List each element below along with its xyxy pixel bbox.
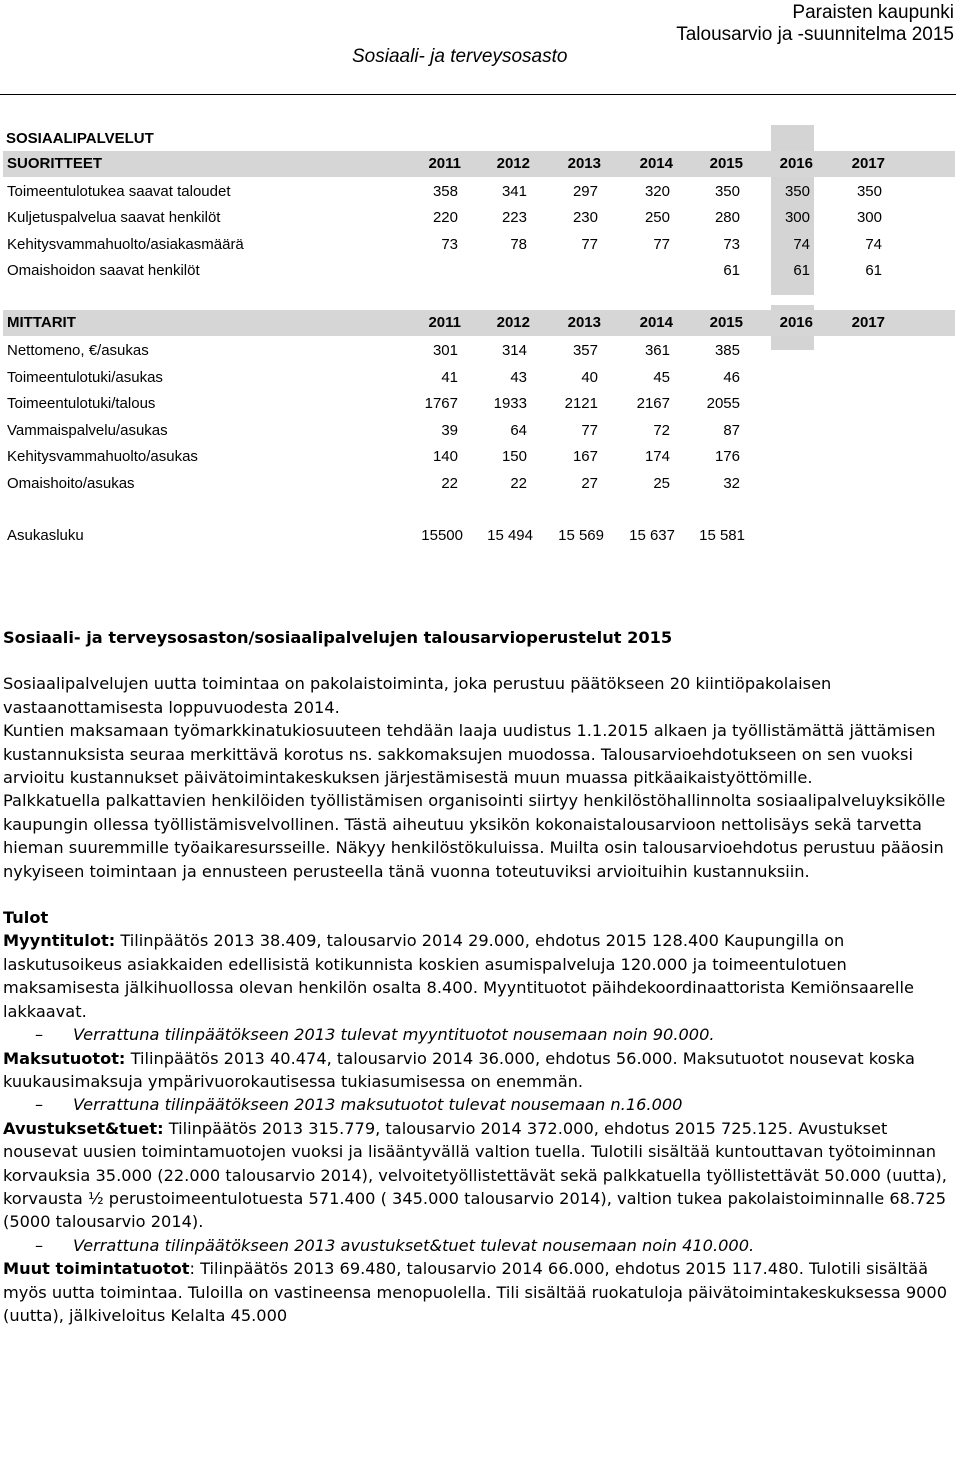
row-label: Toimeentulotuki/talous — [7, 395, 156, 412]
cell: 220 — [432, 209, 458, 226]
cell: 73 — [441, 236, 458, 253]
cell: 32 — [723, 475, 740, 492]
cell: 350 — [714, 183, 740, 200]
table-row — [7, 471, 952, 497]
paragraph-myyntitulot — [3, 929, 955, 1023]
cell: 27 — [581, 475, 598, 492]
table-row — [7, 205, 952, 231]
cell: 300 — [784, 209, 810, 226]
cell: 1767 — [424, 395, 458, 412]
cell: 361 — [644, 342, 670, 359]
row-label: Kehitysvammahuolto/asiakasmäärä — [7, 236, 244, 253]
text: Tilinpäätös 2013 38.409, talousarvio 2014 29.000, ehdotus 2015 128.400 Kaupungilla on laskutusoikeus asiakkaiden edellisistä kotikunnista koskien asumispalveluja 120.000 ja toimeentulotuen maksamisesta jälkihuollossa olevan henkilön osalta 8.400. Myyntituotot päihdekoordinaattorista Kemiönsaarelle lakkaavat. — [3, 931, 914, 1021]
text: Tilinpäätös 2013 40.474, talousarvio 2014 36.000, ehdotus 56.000. Maksutuotot nousevat koska kuukausimaksuja ympärivuorokautisessa tukiasumisessa on enemmän. — [3, 1048, 915, 1091]
cell: 74 — [865, 236, 882, 253]
cell: 77 — [581, 422, 598, 439]
cell: 61 — [793, 262, 810, 279]
label: Muut toimintatuotot — [3, 1259, 190, 1279]
cell: 40 — [581, 369, 598, 386]
doc-title: Talousarvio ja -suunnitelma 2015 — [676, 24, 954, 45]
row-label: Asukasluku — [7, 527, 84, 544]
row-label: Nettomeno, €/asukas — [7, 342, 149, 359]
year-header: 2016 — [779, 155, 813, 172]
row-label: Toimeentulotuki/asukas — [7, 369, 163, 386]
cell: 15 637 — [629, 527, 675, 544]
row-label: Toimeentulotukea saavat taloudet — [7, 183, 231, 200]
note — [3, 1234, 955, 1257]
cell: 314 — [501, 342, 527, 359]
cell: 2055 — [706, 395, 740, 412]
cell: 15 494 — [487, 527, 533, 544]
year-header: 2015 — [709, 314, 743, 331]
cell: 357 — [572, 342, 598, 359]
year-header: 2013 — [567, 155, 601, 172]
cell: 72 — [653, 422, 670, 439]
cell: 301 — [432, 342, 458, 359]
cell: 77 — [653, 236, 670, 253]
paragraph: Sosiaalipalvelujen uutta toimintaa on pakolaistoiminta, joka perustuu päätökseen 20 kiintiöpakolaisen vastaanottamisesta loppuvuodesta 2014. — [3, 674, 832, 717]
note — [3, 1093, 955, 1116]
header-divider — [0, 94, 956, 95]
cell: 230 — [572, 209, 598, 226]
cell: 358 — [432, 183, 458, 200]
text: : Tilinpäätös 2013 69.480, talousarvio 2014 66.000, ehdotus 2015 117.480. Tulotili sisältää myös uutta toimintaa. Tuloilla on vastineensa menopuolella. Tili sisältää ruokatuloja päivätoimintakeskuksessa 9000 (uutta), jälkiveloitus Kelalta 45.000 — [3, 1259, 948, 1325]
paragraph: Kuntien maksamaan työmarkkinatukiosuuteen tehdään laaja uudistus 1.1.2015 alkaen ja työllistämättä jättämisen kustannuksista seuraa merkittävä korotus ns. sakkomaksujen muodossa. Talousarvioehdotukseen on sen vuoksi arvioitu kustannukset päivätoimintakeskuksen järjestämisestä muun muassa pitkäaikaistyöttömille. — [3, 721, 936, 788]
cell: 341 — [501, 183, 527, 200]
year-header: 2011 — [428, 155, 461, 172]
population-row — [7, 527, 952, 551]
year-header: 2017 — [851, 314, 885, 331]
table-row — [7, 418, 952, 444]
cell: 15 569 — [558, 527, 604, 544]
row-label: Omaishoito/asukas — [7, 475, 135, 492]
paragraph-avustukset — [3, 1117, 955, 1234]
section-heading: Sosiaali- ja terveysosaston/sosiaalipalvelujen talousarvioperustelut 2015 — [3, 628, 673, 647]
year-header: 2012 — [496, 155, 530, 172]
cell: 74 — [793, 236, 810, 253]
paragraph-muut — [3, 1257, 955, 1327]
cell: 140 — [432, 448, 458, 465]
cell: 45 — [653, 369, 670, 386]
label: Myyntitulot: — [3, 931, 116, 951]
cell: 25 — [653, 475, 670, 492]
text: Tilinpäätös 2013 315.779, talousarvio 2014 372.000, ehdotus 2015 725.125. Avustukset nousevat uusien toimintamuotojen vuoksi ja lisääntyvällä valtion tuella. Tulotili sisältää kuntouttavan työtoiminnan korvauksia 35.000 (22.000 talousarvio 2014), velvoitetyöllistettävät sekä palkkatuella työllistettävät 50.000 (uutta), korvausta ½ perustoimeentulotuesta 571.400 ( 345.000 talousarvio 2014), valtion tukea pakolaistoiminnalle 68.725 (5000 talousarvio 2014). — [3, 1118, 947, 1232]
budget-text — [3, 626, 955, 1327]
cell: 87 — [723, 422, 740, 439]
cell: 77 — [581, 236, 598, 253]
note — [3, 1023, 955, 1046]
cell: 43 — [510, 369, 527, 386]
table-row — [7, 179, 952, 205]
cell: 300 — [856, 209, 882, 226]
row-label: Omaishoidon saavat henkilöt — [7, 262, 200, 279]
year-header: 2014 — [639, 155, 673, 172]
row-label: Kuljetuspalvelua saavat henkilöt — [7, 209, 221, 226]
cell: 280 — [714, 209, 740, 226]
paragraph-maksutuotot — [3, 1047, 955, 1094]
cell: 350 — [784, 183, 810, 200]
cell: 64 — [510, 422, 527, 439]
paragraph: Palkkatuella palkattavien henkilöiden työllistämisen organisointi siirtyy henkilöstöhallinnolta sosiaalipalveluyksikölle kaupungin ollessa työllistämisvelvollinen. Tästä aiheutuu yksikön kokonaistalousarvioon nettolisäys sekä tarvetta hieman suuremmille työaikaresursseille. Näkyy henkilöstökuluissa. Muilta osin talousarvioehdotus perustuu pääosin nykyiseen toimintaan ja ennusteen perusteella tänä vuonna toteutuviksi arvioituihin kustannuksiin. — [3, 791, 946, 881]
label: Avustukset&tuet: — [3, 1118, 164, 1138]
cell: 61 — [723, 262, 740, 279]
subheading-tulot: Tulot — [3, 908, 49, 928]
header-label: SUORITTEET — [7, 155, 103, 172]
cell: 61 — [865, 262, 882, 279]
cell: 350 — [856, 183, 882, 200]
table-row — [7, 365, 952, 391]
cell: 250 — [644, 209, 670, 226]
cell: 2121 — [564, 395, 598, 412]
year-header: 2012 — [496, 314, 530, 331]
cell: 2167 — [636, 395, 670, 412]
text: Verrattuna tilinpäätökseen 2013 maksutuotot tulevat nousemaan n.16.000 — [73, 1095, 683, 1115]
cell: 223 — [501, 209, 527, 226]
table-title: SOSIAALIPALVELUT — [6, 130, 154, 147]
cell: 150 — [501, 448, 527, 465]
cell: 167 — [572, 448, 598, 465]
cell: 320 — [644, 183, 670, 200]
dash-bullet: – — [35, 1095, 44, 1115]
cell: 41 — [441, 369, 458, 386]
cell: 73 — [723, 236, 740, 253]
table-row — [7, 338, 952, 364]
cell: 15 581 — [699, 527, 745, 544]
cell: 15500 — [421, 527, 463, 544]
text: Verrattuna tilinpäätökseen 2013 avustukset&tuet tulevat nousemaan noin 410.000. — [73, 1235, 755, 1255]
dash-bullet: – — [35, 1025, 44, 1045]
row-label: Kehitysvammahuolto/asukas — [7, 448, 198, 465]
cell: 174 — [644, 448, 670, 465]
cell: 385 — [714, 342, 740, 359]
year-header: 2017 — [851, 155, 885, 172]
cell: 1933 — [493, 395, 527, 412]
cell: 78 — [510, 236, 527, 253]
table-row — [7, 444, 952, 470]
dept-name: Sosiaali- ja terveysosasto — [352, 46, 568, 67]
cell: 22 — [441, 475, 458, 492]
document-header — [676, 2, 954, 46]
label: Maksutuotot: — [3, 1048, 126, 1068]
table-row — [7, 258, 952, 284]
cell: 176 — [714, 448, 740, 465]
year-header: 2013 — [567, 314, 601, 331]
table-header-suoritteet — [3, 151, 955, 177]
dash-bullet: – — [35, 1235, 44, 1255]
row-label: Vammaispalvelu/asukas — [7, 422, 168, 439]
year-header: 2015 — [709, 155, 743, 172]
year-header: 2011 — [428, 314, 461, 331]
header-label: MITTARIT — [7, 314, 76, 331]
cell: 46 — [723, 369, 740, 386]
cell: 22 — [510, 475, 527, 492]
cell: 39 — [441, 422, 458, 439]
table-row — [7, 391, 952, 417]
table-header-mittarit — [3, 310, 955, 336]
text: Verrattuna tilinpäätökseen 2013 tulevat myyntituotot nousemaan noin 90.000. — [73, 1025, 715, 1045]
table-row — [7, 232, 952, 258]
year-header: 2016 — [779, 314, 813, 331]
year-header: 2014 — [639, 314, 673, 331]
cell: 297 — [572, 183, 598, 200]
org-name: Paraisten kaupunki — [792, 2, 954, 23]
